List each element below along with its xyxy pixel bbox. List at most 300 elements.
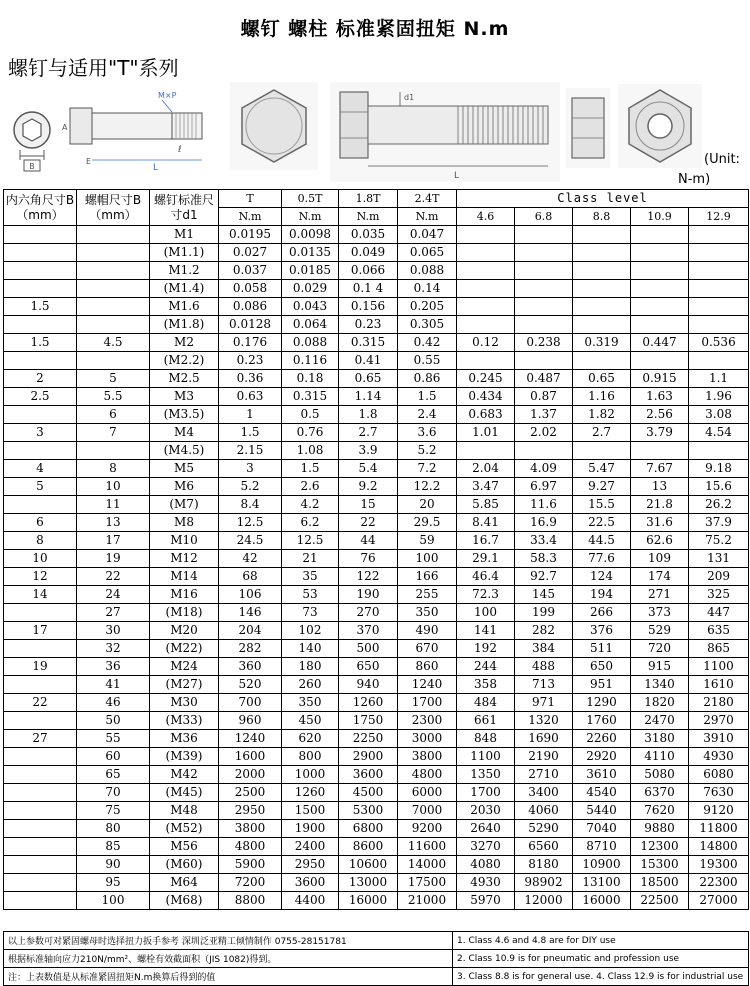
cell-class-1: 0.238	[515, 334, 573, 352]
unit-label-line2: N-m)	[678, 172, 711, 187]
bolt-diagrams	[0, 80, 750, 188]
cell-class-4: 3910	[689, 730, 749, 748]
cell-hex-socket	[4, 820, 77, 838]
cell-class-4: 6080	[689, 766, 749, 784]
table-row	[4, 532, 749, 550]
cell-torque-t18: 1.8	[339, 406, 398, 424]
cell-class-1	[515, 442, 573, 460]
cell-torque-t: 360	[219, 658, 282, 676]
cell-torque-t24: 21000	[398, 892, 457, 910]
cell-class-4	[689, 316, 749, 334]
cell-torque-t05: 102	[282, 622, 339, 640]
cell-head-size: 95	[77, 874, 150, 892]
cell-class-1: 8180	[515, 856, 573, 874]
label-ell: ℓ	[178, 145, 182, 155]
cell-head-size: 27	[77, 604, 150, 622]
table-row	[4, 856, 749, 874]
table-row	[4, 802, 749, 820]
cell-torque-t: 204	[219, 622, 282, 640]
label-a: A	[62, 123, 68, 132]
torque-table	[3, 189, 749, 910]
cell-screw-size: (M52)	[150, 820, 219, 838]
cell-torque-t05: 140	[282, 640, 339, 658]
cell-class-2: 1760	[573, 712, 631, 730]
cell-torque-t24: 2.4	[398, 406, 457, 424]
cell-screw-size: (M2.2)	[150, 352, 219, 370]
cell-head-size: 60	[77, 748, 150, 766]
cell-class-4: 9.18	[689, 460, 749, 478]
cell-class-3: 31.6	[631, 514, 689, 532]
cell-class-3: 2470	[631, 712, 689, 730]
cell-class-4: 15.6	[689, 478, 749, 496]
cell-class-0: 72.3	[457, 586, 515, 604]
cell-torque-t05: 0.043	[282, 298, 339, 316]
cell-screw-size: M42	[150, 766, 219, 784]
cell-hex-socket	[4, 316, 77, 334]
cell-class-1: 384	[515, 640, 573, 658]
cell-class-2: 124	[573, 568, 631, 586]
cell-torque-t05: 0.116	[282, 352, 339, 370]
cell-torque-t: 1240	[219, 730, 282, 748]
table-row	[4, 424, 749, 442]
cell-class-0	[457, 352, 515, 370]
cell-class-2: 3610	[573, 766, 631, 784]
table-row	[4, 334, 749, 352]
cell-torque-t: 0.037	[219, 262, 282, 280]
cell-hex-socket	[4, 892, 77, 910]
cell-torque-t: 0.23	[219, 352, 282, 370]
cell-torque-t24: 860	[398, 658, 457, 676]
cell-class-3: 720	[631, 640, 689, 658]
header-hex-socket: 内六角尺寸B（mm）	[4, 190, 77, 226]
cell-class-3	[631, 280, 689, 298]
cell-class-4: 1100	[689, 658, 749, 676]
cell-class-0: 8.41	[457, 514, 515, 532]
table-row	[4, 496, 749, 514]
cell-class-0: 192	[457, 640, 515, 658]
cell-torque-t: 2950	[219, 802, 282, 820]
cell-torque-t05: 12.5	[282, 532, 339, 550]
cell-hex-socket	[4, 712, 77, 730]
cell-class-2: 194	[573, 586, 631, 604]
cell-torque-t05: 1.08	[282, 442, 339, 460]
cell-hex-socket	[4, 802, 77, 820]
table-row	[4, 694, 749, 712]
cell-torque-t: 146	[219, 604, 282, 622]
cell-torque-t05: 0.088	[282, 334, 339, 352]
cell-torque-t05: 2.6	[282, 478, 339, 496]
cell-torque-t24: 350	[398, 604, 457, 622]
cell-torque-t24: 0.42	[398, 334, 457, 352]
cell-torque-t05: 6.2	[282, 514, 339, 532]
cell-head-size	[77, 316, 150, 334]
cell-class-2: 8710	[573, 838, 631, 856]
cell-torque-t05: 180	[282, 658, 339, 676]
cell-class-1: 282	[515, 622, 573, 640]
cell-torque-t: 2500	[219, 784, 282, 802]
cell-torque-t: 24.5	[219, 532, 282, 550]
cell-class-1	[515, 352, 573, 370]
cell-class-0: 484	[457, 694, 515, 712]
cell-head-size	[77, 298, 150, 316]
cell-screw-size: M4	[150, 424, 219, 442]
label-mp: M×P	[158, 91, 177, 100]
cell-class-3	[631, 298, 689, 316]
cell-class-1: 92.7	[515, 568, 573, 586]
cell-torque-t: 282	[219, 640, 282, 658]
cell-class-2: 650	[573, 658, 631, 676]
cell-class-0: 141	[457, 622, 515, 640]
cell-class-2: 15.5	[573, 496, 631, 514]
cell-hex-socket	[4, 280, 77, 298]
cell-torque-t: 5.2	[219, 478, 282, 496]
cell-class-4: 14800	[689, 838, 749, 856]
cell-class-2: 2920	[573, 748, 631, 766]
cell-class-2: 4540	[573, 784, 631, 802]
cell-torque-t05: 2400	[282, 838, 339, 856]
cell-class-1: 12000	[515, 892, 573, 910]
cell-torque-t: 960	[219, 712, 282, 730]
cell-hex-socket	[4, 262, 77, 280]
cell-torque-t18: 16000	[339, 892, 398, 910]
cell-class-4: 37.9	[689, 514, 749, 532]
cell-class-3: 271	[631, 586, 689, 604]
table-row	[4, 316, 749, 334]
table-row	[4, 460, 749, 478]
cell-screw-size: (M1.8)	[150, 316, 219, 334]
cell-torque-t18: 9.2	[339, 478, 398, 496]
table-row	[4, 388, 749, 406]
cell-class-2	[573, 226, 631, 244]
cell-head-size: 50	[77, 712, 150, 730]
cell-screw-size: M6	[150, 478, 219, 496]
cell-head-size: 22	[77, 568, 150, 586]
cell-torque-t05: 21	[282, 550, 339, 568]
table-row	[4, 370, 749, 388]
cell-torque-t18: 1.14	[339, 388, 398, 406]
cell-hex-socket	[4, 838, 77, 856]
cell-class-1: 971	[515, 694, 573, 712]
table-row	[4, 820, 749, 838]
cell-hex-socket	[4, 856, 77, 874]
cell-torque-t24: 7.2	[398, 460, 457, 478]
cell-screw-size: (M7)	[150, 496, 219, 514]
cell-torque-t: 0.0195	[219, 226, 282, 244]
cell-torque-t18: 370	[339, 622, 398, 640]
cell-torque-t05: 0.064	[282, 316, 339, 334]
cell-class-0: 1350	[457, 766, 515, 784]
cell-class-4: 1.1	[689, 370, 749, 388]
cell-screw-size: (M68)	[150, 892, 219, 910]
cell-class-1	[515, 316, 573, 334]
page-title: 螺钉 螺柱 标准紧固扭矩 N.m	[240, 18, 510, 40]
cell-torque-t18: 2250	[339, 730, 398, 748]
cell-torque-t05: 800	[282, 748, 339, 766]
cell-screw-size: M12	[150, 550, 219, 568]
cell-torque-t: 0.086	[219, 298, 282, 316]
cell-torque-t24: 1.5	[398, 388, 457, 406]
cell-torque-t05: 35	[282, 568, 339, 586]
cell-torque-t24: 0.55	[398, 352, 457, 370]
cell-class-0: 1100	[457, 748, 515, 766]
cell-screw-size: M16	[150, 586, 219, 604]
cell-class-3: 529	[631, 622, 689, 640]
table-row	[4, 514, 749, 532]
cell-torque-t18: 3.9	[339, 442, 398, 460]
cell-head-size: 5	[77, 370, 150, 388]
cell-head-size: 80	[77, 820, 150, 838]
cell-hex-socket	[4, 784, 77, 802]
cell-class-4	[689, 244, 749, 262]
cell-head-size: 30	[77, 622, 150, 640]
cell-class-3: 12300	[631, 838, 689, 856]
cell-class-2: 2.7	[573, 424, 631, 442]
cell-class-1	[515, 226, 573, 244]
cell-screw-size: M1.6	[150, 298, 219, 316]
cell-head-size: 5.5	[77, 388, 150, 406]
cell-class-4: 209	[689, 568, 749, 586]
cell-class-0: 2030	[457, 802, 515, 820]
cell-torque-t24: 14000	[398, 856, 457, 874]
cell-torque-t: 7200	[219, 874, 282, 892]
table-row	[4, 748, 749, 766]
cell-head-size: 4.5	[77, 334, 150, 352]
cell-class-2: 0.319	[573, 334, 631, 352]
cell-class-1: 4.09	[515, 460, 573, 478]
cell-class-3: 2.56	[631, 406, 689, 424]
cell-class-3: 0.915	[631, 370, 689, 388]
cell-class-0: 3270	[457, 838, 515, 856]
cell-torque-t: 2.15	[219, 442, 282, 460]
cell-class-2: 511	[573, 640, 631, 658]
cell-class-0	[457, 442, 515, 460]
cell-class-1: 713	[515, 676, 573, 694]
cell-class-4: 27000	[689, 892, 749, 910]
cell-torque-t: 4800	[219, 838, 282, 856]
cell-class-1	[515, 298, 573, 316]
cell-screw-size: M10	[150, 532, 219, 550]
cell-class-2: 2260	[573, 730, 631, 748]
cell-class-4	[689, 442, 749, 460]
cell-hex-socket: 17	[4, 622, 77, 640]
cell-class-0: 661	[457, 712, 515, 730]
cell-torque-t05: 260	[282, 676, 339, 694]
table-row	[4, 442, 749, 460]
header-t: T	[219, 190, 282, 208]
cell-torque-t24: 2300	[398, 712, 457, 730]
note-right-1: 1. Class 4.6 and 4.8 are for DIY use	[453, 932, 749, 950]
cell-class-4	[689, 226, 749, 244]
cell-class-0: 0.683	[457, 406, 515, 424]
cell-torque-t05: 0.315	[282, 388, 339, 406]
cell-torque-t18: 13000	[339, 874, 398, 892]
cell-hex-socket: 6	[4, 514, 77, 532]
cell-torque-t18: 1750	[339, 712, 398, 730]
cell-class-1: 0.87	[515, 388, 573, 406]
cell-hex-socket	[4, 406, 77, 424]
cell-class-0: 358	[457, 676, 515, 694]
note-left-3: 注：上表数值是从标准紧固扭矩N.m换算后得到的值	[4, 968, 453, 986]
table-row	[4, 550, 749, 568]
cell-head-size	[77, 280, 150, 298]
cell-hex-socket	[4, 604, 77, 622]
cell-torque-t18: 44	[339, 532, 398, 550]
cell-torque-t05: 73	[282, 604, 339, 622]
header-unit: N.m	[282, 208, 339, 226]
table-row	[4, 658, 749, 676]
cell-torque-t18: 2900	[339, 748, 398, 766]
cell-class-3: 174	[631, 568, 689, 586]
cell-torque-t18: 940	[339, 676, 398, 694]
cell-torque-t18: 0.41	[339, 352, 398, 370]
cell-torque-t24: 12.2	[398, 478, 457, 496]
unit-label-line1: (Unit:	[704, 152, 740, 167]
cell-class-4: 0.536	[689, 334, 749, 352]
header-t05: 0.5T	[282, 190, 339, 208]
cell-torque-t05: 3600	[282, 874, 339, 892]
cell-screw-size: M3	[150, 388, 219, 406]
cell-class-3	[631, 352, 689, 370]
cell-torque-t: 0.63	[219, 388, 282, 406]
cell-head-size: 10	[77, 478, 150, 496]
cell-class-1	[515, 244, 573, 262]
cell-class-4: 2970	[689, 712, 749, 730]
cell-torque-t24: 0.088	[398, 262, 457, 280]
cell-hex-socket	[4, 244, 77, 262]
cell-class-2: 7040	[573, 820, 631, 838]
cell-torque-t18: 5.4	[339, 460, 398, 478]
cell-torque-t05: 1260	[282, 784, 339, 802]
cell-class-3	[631, 262, 689, 280]
cell-torque-t24: 490	[398, 622, 457, 640]
cell-class-0: 2.04	[457, 460, 515, 478]
table-row	[4, 784, 749, 802]
cell-class-4	[689, 262, 749, 280]
cell-torque-t05: 2950	[282, 856, 339, 874]
table-row	[4, 712, 749, 730]
cell-torque-t18: 1260	[339, 694, 398, 712]
cell-class-4: 9120	[689, 802, 749, 820]
cell-torque-t05: 0.0135	[282, 244, 339, 262]
cell-torque-t05: 450	[282, 712, 339, 730]
cell-class-4: 75.2	[689, 532, 749, 550]
nut-end-view	[618, 84, 702, 168]
cell-torque-t05: 1500	[282, 802, 339, 820]
cell-class-1: 4060	[515, 802, 573, 820]
cell-torque-t: 0.058	[219, 280, 282, 298]
cell-class-1	[515, 262, 573, 280]
cell-hex-socket: 1.5	[4, 334, 77, 352]
cell-class-0: 848	[457, 730, 515, 748]
cell-torque-t: 3	[219, 460, 282, 478]
cell-torque-t24: 166	[398, 568, 457, 586]
cell-torque-t05: 0.029	[282, 280, 339, 298]
cell-class-4: 131	[689, 550, 749, 568]
cell-class-2: 13100	[573, 874, 631, 892]
cell-class-1: 98902	[515, 874, 573, 892]
table-row	[4, 838, 749, 856]
cell-torque-t18: 22	[339, 514, 398, 532]
cell-class-0	[457, 280, 515, 298]
cell-class-4: 1.96	[689, 388, 749, 406]
cell-torque-t: 8800	[219, 892, 282, 910]
cell-torque-t24: 6000	[398, 784, 457, 802]
cell-torque-t05: 1900	[282, 820, 339, 838]
cell-torque-t24: 0.205	[398, 298, 457, 316]
cell-torque-t24: 3000	[398, 730, 457, 748]
cell-torque-t24: 3.6	[398, 424, 457, 442]
cell-torque-t: 3800	[219, 820, 282, 838]
cell-class-3	[631, 244, 689, 262]
cell-head-size	[77, 226, 150, 244]
cell-class-1: 0.487	[515, 370, 573, 388]
cell-torque-t24: 4800	[398, 766, 457, 784]
cell-torque-t24: 3800	[398, 748, 457, 766]
cell-torque-t18: 650	[339, 658, 398, 676]
label-d1: d1	[404, 93, 415, 102]
cell-class-1	[515, 280, 573, 298]
table-row	[4, 406, 749, 424]
note-left-1: 以上参数可对紧固螺母时选择扭力扳手参考 深圳泛亚精工倾情制作 0755-28151781	[4, 932, 453, 950]
cell-torque-t: 8.4	[219, 496, 282, 514]
cell-torque-t24: 9200	[398, 820, 457, 838]
cell-torque-t18: 8600	[339, 838, 398, 856]
cell-class-3: 5080	[631, 766, 689, 784]
cell-class-0: 1700	[457, 784, 515, 802]
cell-head-size: 75	[77, 802, 150, 820]
cell-class-2: 77.6	[573, 550, 631, 568]
cell-torque-t: 1	[219, 406, 282, 424]
cell-class-0: 0.245	[457, 370, 515, 388]
cell-class-1: 2710	[515, 766, 573, 784]
cell-torque-t: 42	[219, 550, 282, 568]
cell-head-size	[77, 244, 150, 262]
cell-hex-socket	[4, 226, 77, 244]
cell-hex-socket: 5	[4, 478, 77, 496]
table-row	[4, 244, 749, 262]
cell-torque-t18: 0.035	[339, 226, 398, 244]
cell-class-3: 9880	[631, 820, 689, 838]
cell-torque-t18: 4500	[339, 784, 398, 802]
cell-class-1: 1320	[515, 712, 573, 730]
cell-class-3: 6370	[631, 784, 689, 802]
cell-screw-size: M20	[150, 622, 219, 640]
cell-head-size: 19	[77, 550, 150, 568]
cell-hex-socket	[4, 874, 77, 892]
cell-torque-t: 700	[219, 694, 282, 712]
cell-screw-size: M1.2	[150, 262, 219, 280]
cell-class-0	[457, 262, 515, 280]
cell-class-0	[457, 226, 515, 244]
cell-class-1: 2190	[515, 748, 573, 766]
cell-hex-socket: 3	[4, 424, 77, 442]
cell-class-0: 46.4	[457, 568, 515, 586]
cell-hex-socket: 10	[4, 550, 77, 568]
table-row	[4, 622, 749, 640]
table-row	[4, 352, 749, 370]
cell-head-size: 11	[77, 496, 150, 514]
cell-torque-t24: 0.14	[398, 280, 457, 298]
cell-class-2	[573, 352, 631, 370]
cell-class-4: 11800	[689, 820, 749, 838]
cell-class-0: 0.12	[457, 334, 515, 352]
cell-class-1: 33.4	[515, 532, 573, 550]
cell-class-1: 2.02	[515, 424, 573, 442]
cell-class-3: 18500	[631, 874, 689, 892]
cell-class-4: 325	[689, 586, 749, 604]
hex-head-end-view	[230, 82, 318, 170]
cell-screw-size: M5	[150, 460, 219, 478]
